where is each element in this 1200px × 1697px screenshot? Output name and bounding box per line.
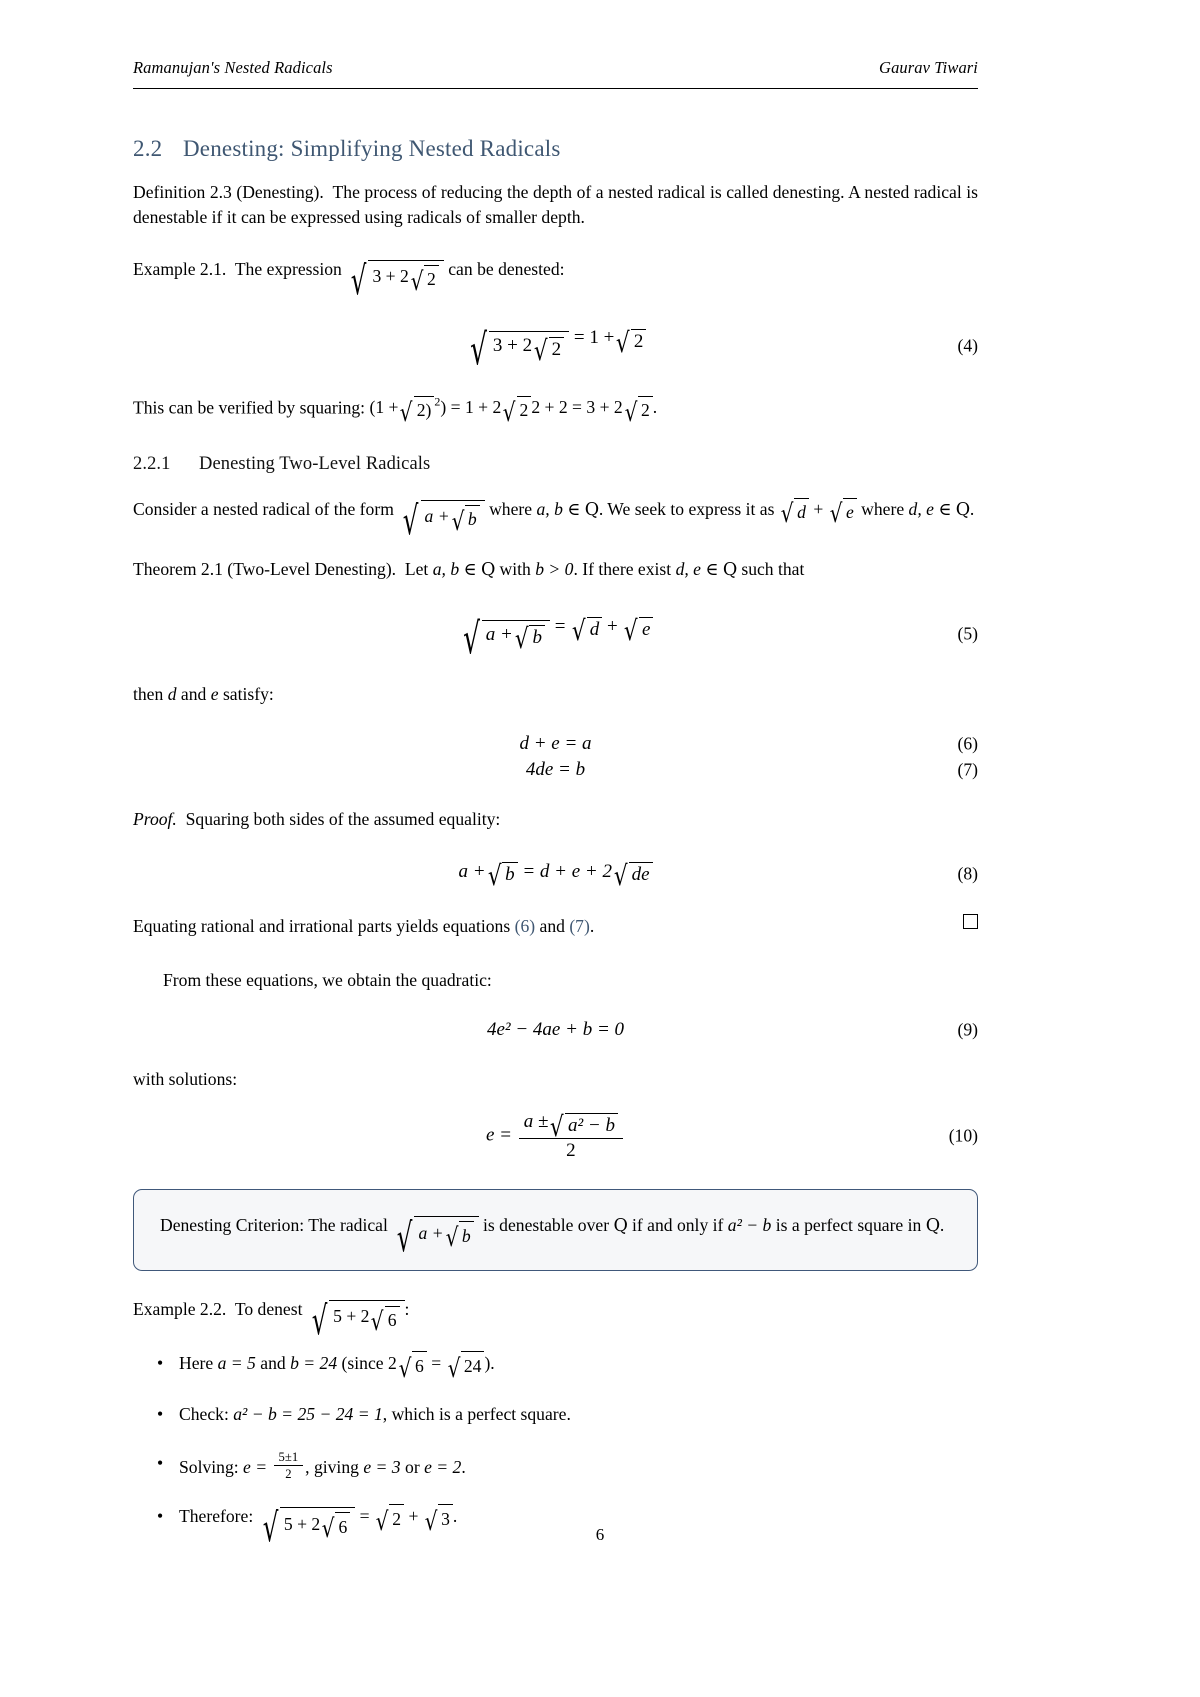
callout-text-5: square in	[857, 1215, 922, 1236]
callout-radicand-outer: a +	[418, 1222, 444, 1243]
equation-7	[133, 759, 978, 781]
list-item	[157, 1350, 978, 1384]
sqrt-5-plus-2sqrt6: √ 5 + 2√ 6	[307, 1300, 405, 1333]
bullet-icon: •	[157, 1352, 164, 1373]
theorem-vars-ab: a, b	[432, 559, 460, 580]
bullet-4-sqrt2-radicand: 2	[389, 1504, 404, 1532]
with-solutions-paragraph	[133, 1067, 978, 1092]
example-1-trail: can be denested:	[448, 258, 565, 279]
bullet-1-sqrt-24: √ 24	[446, 1351, 485, 1379]
bullet-1-text-2: and	[260, 1352, 286, 1373]
bullet-1-b-value: b = 24	[290, 1352, 338, 1373]
eq10-numerator	[519, 1110, 623, 1143]
proof-text: Squaring both sides of the assumed equality:	[185, 809, 501, 830]
consider-text-2: where	[489, 498, 533, 519]
theorem-member-2: ∈	[705, 559, 719, 580]
eq8-sqrt-de: √ de	[612, 862, 653, 886]
callout-text-4: is a perfect	[775, 1215, 853, 1236]
bullet-icon: •	[157, 1506, 164, 1527]
theorem-text-4: such that	[741, 559, 805, 580]
eq4-rhs-sqrt: √ 2	[614, 329, 646, 353]
proof-label: Proof.	[133, 809, 177, 830]
subsection-heading	[133, 454, 978, 475]
example-2-colon: :	[404, 1299, 410, 1320]
bullet-4-text-1: Therefore:	[179, 1506, 254, 1527]
equating-text-1: Equating rational and irrational parts yields equations	[133, 916, 511, 937]
example-2-steps-list	[133, 1350, 978, 1552]
example-2-lead: To denest	[234, 1299, 303, 1320]
callout-text-1: Denesting Criterion: The radical	[160, 1215, 388, 1236]
eq8-sqrt-b-radicand: b	[502, 862, 518, 886]
equation-4	[133, 325, 978, 376]
denesting-criterion-callout	[133, 1189, 978, 1271]
theorem-label: Theorem 2.1 (Two-Level Denesting).	[133, 559, 397, 580]
bullet-1-a-value: a = 5	[217, 1352, 256, 1373]
eq5-lhs-radical: √ a +√ b	[458, 620, 550, 652]
radicand-inner: 2	[424, 265, 439, 292]
theorem-text-1: Let	[404, 559, 429, 580]
bullet-3-denominator: 2	[285, 1467, 292, 1481]
consider-paragraph	[133, 497, 978, 544]
eq10-fraction	[519, 1111, 623, 1161]
definition-paragraph	[133, 180, 978, 231]
eq4-rhs-radicand: 2	[631, 329, 647, 353]
proof-paragraph	[133, 807, 978, 832]
bullet-3-numerator: 5±1	[274, 1450, 304, 1466]
equation-4-tag: (4)	[957, 335, 978, 356]
eq5-outer-radicand: a +	[485, 623, 513, 645]
from-these-paragraph	[133, 968, 978, 993]
eq8-lhs-a: a +	[458, 860, 486, 882]
consider-text-3: . We seek to express it as	[598, 498, 775, 519]
equation-6	[133, 733, 978, 755]
bullet-3-fraction	[274, 1450, 304, 1481]
bullet-1-text-4: =	[431, 1352, 442, 1373]
eq4-rhs-left: 1 +	[589, 327, 615, 349]
bullet-4-plus: +	[408, 1506, 419, 1527]
section-number: 2.2	[133, 136, 163, 161]
bullet-2-expression: a² − b = 25 − 24 = 1	[233, 1404, 383, 1425]
verif-rad-2: 2	[517, 396, 532, 423]
running-header	[133, 58, 978, 78]
subsection-title: Denesting Two-Level Radicals	[199, 453, 431, 474]
callout-text-3: if and only if	[632, 1215, 724, 1236]
equating-paragraph	[133, 914, 978, 939]
definition-label: Definition 2.3 (Denesting).	[133, 182, 324, 202]
bullet-icon: •	[157, 1404, 164, 1425]
bullet-3-text-1: Solving:	[179, 1456, 239, 1477]
callout-inner-sqrt: √ b	[444, 1221, 474, 1249]
then-var-d: d	[167, 684, 177, 705]
eq4-lhs-radical: √ 3 + 2√ 2	[465, 331, 570, 363]
eq8-sqrt-b: √ b	[486, 862, 518, 886]
equation-10-tag: (10)	[948, 1125, 978, 1146]
content-column	[133, 118, 978, 1563]
verif-part-4: 2 + 2 = 3 + 2	[531, 397, 623, 418]
equation-group-6-7	[133, 733, 978, 781]
page-number: 6	[595, 1525, 605, 1544]
definition-text-2: A nested radical is denestable if it can be expressed using radicals of smaller depth.	[133, 182, 978, 228]
eq4-inner-radicand: 2	[549, 337, 565, 361]
equation-5-tag: (5)	[957, 623, 978, 644]
example-1-paragraph	[133, 257, 978, 304]
bullet-1-text-3: (since 2	[341, 1352, 397, 1373]
bullet-3-e-value-2: e = 2	[424, 1456, 462, 1477]
sqrt-e-radicand: e	[843, 498, 857, 525]
verif-sqrt-3: √ 2	[623, 396, 653, 423]
consider-period: .	[969, 498, 975, 519]
bullet-1-sqrt6-radicand: 6	[412, 1351, 427, 1379]
bullet-4-sqrt3-radicand: 3	[438, 1504, 453, 1532]
consider-radicand-inner: b	[465, 505, 480, 532]
consider-inner-sqrt: √ b	[450, 505, 480, 532]
rationals-symbol-5: Q	[613, 1216, 628, 1237]
section-heading	[133, 136, 978, 162]
radicand-outer: 3 + 2	[372, 266, 409, 287]
verif-sqrt-1: √ 2)	[398, 396, 434, 423]
rationals-symbol-1: Q	[584, 499, 599, 520]
equation-5	[133, 613, 978, 664]
verification-expression: (1 +√ 2) $^2$) = 1 + 2√ 2 2 + 2 = 3 + 2√ 2 .	[369, 394, 658, 428]
bullet-2-text-1: Check:	[179, 1404, 229, 1425]
verif-sqrt-2: √ 2	[501, 396, 531, 423]
callout-period: .	[939, 1215, 945, 1236]
eq5-sqrt-e-radicand: e	[639, 617, 653, 641]
list-item	[157, 1449, 978, 1481]
theorem-text-2: with	[499, 559, 531, 580]
running-header-left: Ramanujan's Nested Radicals	[133, 58, 333, 77]
eq7-expression: 4de = b	[525, 759, 586, 781]
header-rule	[133, 88, 978, 89]
eq5-sqrt-e: √ e	[622, 617, 653, 641]
consider-radicand-outer: a +	[424, 506, 450, 527]
then-satisfy-paragraph	[133, 682, 978, 707]
bullet-4-inner-sqrt: √ 6	[320, 1512, 350, 1540]
equation-8	[133, 860, 978, 893]
then-text-1: then	[133, 684, 164, 705]
eq4-outer-radicand: 3 + 2	[492, 335, 533, 357]
verif-exponent: 2	[434, 394, 441, 409]
eq10-denominator: 2	[566, 1139, 576, 1161]
verification-lead: This can be verified by squaring:	[133, 397, 366, 418]
theorem-member-1: ∈	[463, 559, 477, 580]
consider-member-symbol-2: ∈	[938, 498, 952, 519]
equation-9-tag: (9)	[957, 1019, 978, 1040]
callout-radicand-inner: b	[459, 1221, 474, 1249]
theorem-text-3: . If there exist	[573, 559, 672, 580]
verif-rad-1: 2)	[414, 396, 435, 423]
theorem-condition: b > 0	[535, 559, 574, 580]
bullet-3-text-2: , giving	[305, 1456, 359, 1477]
example-1-lead: The expression	[234, 258, 342, 279]
bullet-4-radicand-inner: 6	[335, 1512, 350, 1540]
bullet-1-sqrt24-radicand: 24	[461, 1351, 485, 1379]
equation-9	[133, 1019, 978, 1041]
sqrt-a-plus-sqrtb: √ a +√ b	[398, 500, 484, 533]
eq4-relation: =	[573, 327, 585, 349]
example-2-inner-sqrt: √ 6	[369, 1306, 399, 1333]
eq5-relation: =	[554, 615, 566, 637]
callout-radical: √ a +√ b	[392, 1216, 478, 1250]
verif-rad-3: 2	[638, 396, 653, 423]
verif-part-3: ) = 1 + 2	[440, 397, 502, 418]
eq8-middle: = d + e + 2	[522, 860, 613, 882]
bullet-4-sqrt-3: √ 3	[423, 1504, 453, 1532]
bullet-2-text-2: , which is a perfect square.	[382, 1404, 571, 1425]
example-1-label: Example 2.1.	[133, 258, 227, 279]
with-solutions-text: with solutions:	[133, 1069, 238, 1090]
bullet-4-relation: =	[359, 1506, 370, 1527]
bullet-3-period: .	[461, 1456, 466, 1477]
eq6-expression: d + e = a	[519, 733, 592, 755]
bullet-1-text-1: Here	[179, 1352, 214, 1373]
bullet-4-lhs-radical: √ 5 + 2√ 6	[258, 1507, 356, 1541]
list-item	[157, 1401, 978, 1427]
bullet-3-e-value-1: e = 3	[363, 1456, 401, 1477]
consider-plus: +	[813, 498, 824, 519]
equation-7-tag: (7)	[957, 759, 978, 780]
sqrt-2-inner: √ 2	[409, 265, 439, 292]
equation-6-tag: (6)	[957, 733, 978, 754]
example-2-radicand-outer: 5 + 2	[333, 1306, 370, 1327]
equation-ref-7[interactable]: (7)	[569, 916, 590, 937]
example-2-label: Example 2.2.	[133, 1299, 227, 1320]
eq8-sqrt-de-radicand: de	[629, 862, 653, 886]
sqrt-e: √ e	[828, 498, 857, 525]
example-2-paragraph	[133, 1297, 978, 1345]
consider-text-4: where	[861, 498, 905, 519]
eq5-sqrt-d-radicand: d	[587, 617, 603, 641]
consider-vars-ab: a, b	[536, 498, 563, 519]
bullet-3-e-label: e =	[243, 1456, 268, 1477]
sqrt-d-radicand: d	[794, 498, 809, 525]
equating-text-2: and	[539, 916, 565, 937]
sqrt-d: √ d	[779, 498, 809, 525]
theorem-vars-de: d, e	[675, 559, 701, 580]
consider-text-1: Consider a nested radical of the form	[133, 498, 394, 519]
verification-paragraph	[133, 394, 978, 428]
eq10-sqrt: √ a² − b	[548, 1113, 618, 1137]
callout-text-2: is denestable over	[483, 1215, 610, 1236]
eq4-inner-sqrt: √ 2	[532, 337, 564, 361]
verif-part-1: (1 +	[369, 397, 399, 418]
bullet-4-period: .	[452, 1506, 458, 1527]
rationals-symbol-2: Q	[955, 499, 970, 520]
from-these-text: From these equations, we obtain the quadratic:	[163, 969, 492, 990]
eq5-plus: +	[606, 615, 618, 637]
eq5-inner-sqrt: √ b	[513, 625, 545, 649]
equation-10	[133, 1111, 978, 1161]
consider-member-symbol: ∈	[567, 498, 581, 519]
qed-box-icon	[963, 914, 978, 929]
running-header-right: Gaurav Tiwari	[879, 58, 978, 77]
eq10-num-left: a ±	[523, 1111, 549, 1133]
eq10-sqrt-radicand: a² − b	[565, 1113, 618, 1136]
theorem-paragraph	[133, 557, 978, 583]
bullet-4-radicand-outer: 5 + 2	[283, 1513, 321, 1534]
eq5-inner-radicand: b	[529, 625, 545, 649]
bullet-icon: •	[157, 1452, 164, 1473]
equation-ref-6[interactable]: (6)	[514, 916, 536, 937]
subsection-number: 2.2.1	[133, 453, 171, 474]
then-text-2: and	[180, 684, 207, 705]
then-text-3: satisfy:	[222, 684, 274, 705]
then-var-e: e	[210, 684, 219, 705]
rationals-symbol-3: Q	[480, 560, 496, 581]
sqrt-3-plus-2sqrt2-inline: √ 3 + 2√ 2	[346, 260, 444, 293]
bullet-1-text-5: ).	[484, 1352, 495, 1373]
definition-text-1: The process of reducing the depth of a nested radical is called denesting.	[332, 182, 845, 202]
rationals-symbol-4: Q	[722, 560, 737, 581]
eq5-sqrt-d: √ d	[570, 617, 602, 641]
bullet-1-sqrt-6: √ 6	[397, 1351, 427, 1379]
equation-8-tag: (8)	[957, 863, 978, 884]
eq10-lhs: e =	[485, 1124, 512, 1146]
example-2-radicand-inner: 6	[385, 1306, 400, 1333]
section-title: Denesting: Simplifying Nested Radicals	[183, 136, 561, 161]
consider-vars-de: d, e	[908, 498, 934, 519]
rationals-symbol-6: Q	[925, 1216, 940, 1237]
bullet-3-text-3: or	[405, 1456, 420, 1477]
equating-period: .	[589, 916, 595, 937]
eq9-expression: 4e² − 4ae + b = 0	[486, 1019, 625, 1041]
bullet-4-sqrt-2: √ 2	[374, 1504, 404, 1532]
callout-expression: a² − b	[727, 1215, 772, 1236]
